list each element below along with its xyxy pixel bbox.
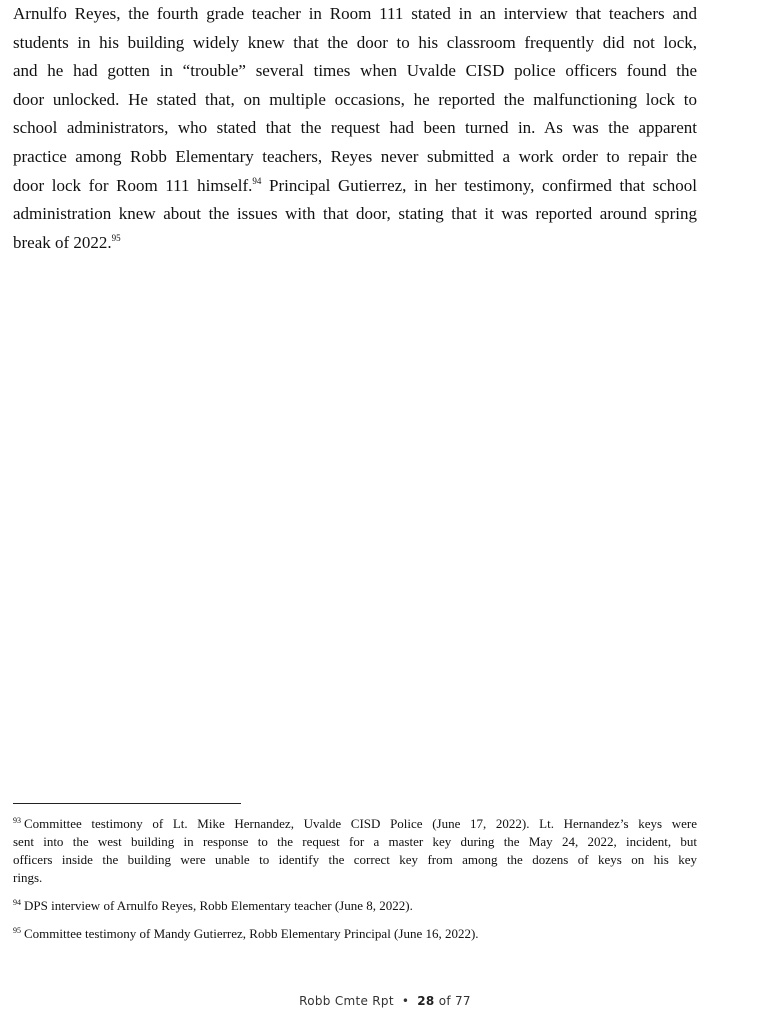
page-number: 28 [417, 994, 435, 1008]
paragraph-line: students in his building widely knew that the door to his classroom frequently did not lock, [13, 32, 697, 52]
footnote-text: Committee testimony of Lt. Mike Hernandez, Uvalde CISD Police (June 17, 2022). Lt. Hernandez’s keys were [24, 816, 697, 831]
footnote-number: 95 [13, 926, 21, 935]
paragraph-line [13, 229, 697, 258]
paragraph-line: Arnulfo Reyes, the fourth grade teacher in Room 111 stated in an interview that teachers and [13, 4, 697, 23]
footnote-text: Committee testimony of Mandy Gutierrez, Robb Elementary Principal (June 16, 2022). [24, 926, 479, 941]
paragraph-line [13, 172, 697, 201]
footnote-number: 93 [13, 816, 21, 825]
paragraph-line: and he had gotten in “trouble” several times when Uvalde CISD police officers found the [13, 61, 697, 81]
paragraph-text: door lock for Room 111 himself. [13, 175, 253, 195]
footnote-95 [13, 925, 697, 943]
footnote-line [13, 815, 697, 833]
paragraph-line: administration knew about the issues with that door, stating that it was reported around spring [13, 204, 697, 224]
footnote-ref-94[interactable]: 94 [252, 175, 262, 186]
paragraph-text: Principal Gutierrez, in her testimony, confirmed that school [261, 175, 697, 195]
paragraph-line: school administrators, who stated that the request had been turned in. As was the apparent [13, 118, 697, 138]
footnote-line: officers inside the building were unable to identify the correct key from among the dozens of keys on his key [13, 852, 697, 867]
body-paragraph [13, 0, 697, 257]
paragraph-line: practice among Robb Elementary teachers, Reyes never submitted a work order to repair the [13, 146, 697, 166]
paragraph-line: door unlocked. He stated that, on multiple occasions, he reported the malfunctioning lock to [13, 89, 697, 109]
footnote-line: rings. [13, 870, 43, 885]
footnote-93 [13, 815, 697, 887]
footnote-ref-95[interactable]: 95 [111, 232, 121, 243]
page-of-label: of [438, 994, 451, 1008]
page-footer [0, 994, 770, 1008]
footnotes-section [13, 815, 697, 953]
footnote-number: 94 [13, 898, 21, 907]
footnote-94 [13, 897, 697, 915]
page-total: 77 [454, 994, 471, 1008]
footnote-text: DPS interview of Arnulfo Reyes, Robb Elementary teacher (June 8, 2022). [24, 898, 413, 913]
paragraph-text: break of 2022. [13, 232, 112, 252]
footnote-divider [13, 803, 241, 804]
footer-separator: • [401, 994, 410, 1008]
report-name: Robb Cmte Rpt [299, 994, 394, 1008]
footnote-line: sent into the west building in response to the request for a master key during the May 24, 2022, incident, but [13, 834, 697, 849]
